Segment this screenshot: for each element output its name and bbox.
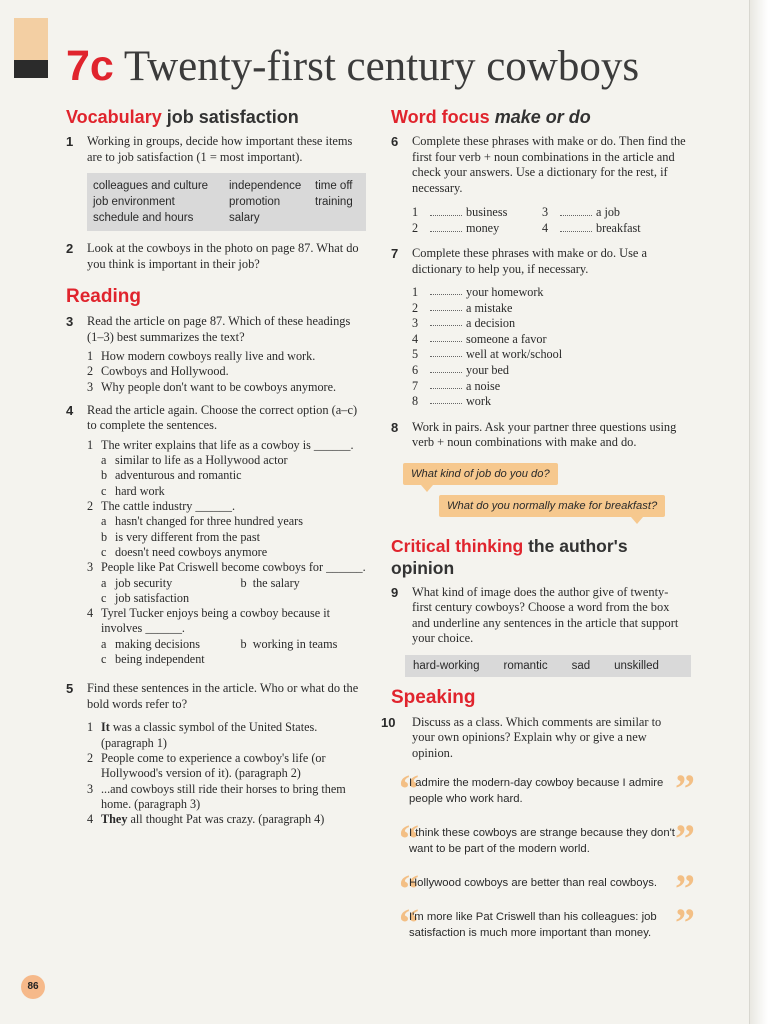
option-text: adventurous and romantic bbox=[115, 468, 242, 483]
item-number: 2 bbox=[412, 300, 419, 315]
speech-bubble: What do you normally make for breakfast? bbox=[439, 495, 665, 517]
page-number: 86 bbox=[21, 975, 45, 999]
exercise-number: 2 bbox=[66, 241, 74, 256]
item-text: a job bbox=[596, 205, 621, 219]
exercise-instruction: Look at the cowboys in the photo on page 87. What do you think is important in their job? bbox=[87, 241, 359, 271]
option bbox=[87, 468, 366, 483]
exercise-instruction: What kind of image does the author give of twenty-first century cowboys? Choose a word from the box and underline any sentences in the article that support your choice. bbox=[412, 584, 679, 646]
item-number: 2 bbox=[87, 499, 94, 514]
unit-color-tab bbox=[14, 18, 48, 60]
item-text: ...and cowboys still ride their horses to bring them home. (paragraph 3) bbox=[101, 781, 346, 811]
option-letter: a bbox=[101, 453, 107, 468]
heading-red-part: Word focus bbox=[391, 107, 490, 127]
option-text: similar to life as a Hollywood actor bbox=[115, 453, 288, 468]
exercise-number: 9 bbox=[391, 584, 399, 600]
option-text: working in teams bbox=[252, 636, 338, 651]
vocabulary-heading bbox=[66, 106, 366, 128]
answer-blank[interactable] bbox=[430, 379, 462, 389]
exercise-number: 1 bbox=[66, 134, 74, 149]
option-letter: b bbox=[101, 529, 108, 544]
opinion-quote bbox=[399, 766, 695, 812]
word-box-item: independence bbox=[229, 180, 302, 192]
word-box-item: time off bbox=[315, 180, 353, 192]
item-number: 4 bbox=[87, 812, 94, 827]
answer-blank[interactable] bbox=[430, 347, 462, 357]
question bbox=[87, 438, 366, 453]
exercise-instruction: Complete these phrases with make or do. Use a dictionary to help you, if necessary. bbox=[412, 246, 648, 276]
option bbox=[101, 575, 241, 591]
right-column bbox=[381, 100, 695, 959]
item-text: was a classic symbol of the United States. (paragraph 1) bbox=[101, 720, 318, 750]
word-focus-heading bbox=[391, 106, 687, 128]
option bbox=[87, 453, 366, 468]
option-text: being independent bbox=[115, 652, 205, 667]
phrase-list bbox=[412, 285, 687, 410]
word-box-item: training bbox=[315, 196, 353, 208]
exercise-6 bbox=[391, 134, 687, 196]
option-text: job satisfaction bbox=[115, 590, 190, 605]
heading-options bbox=[87, 349, 366, 395]
item-text: a noise bbox=[466, 378, 501, 393]
gap-phrase bbox=[560, 220, 660, 236]
option-text: hard work bbox=[115, 483, 165, 498]
item-text: Why people don't want to be cowboys anymore. bbox=[101, 379, 337, 394]
answer-blank[interactable] bbox=[430, 301, 462, 311]
item-number: 1 bbox=[412, 205, 419, 219]
item-number: 1 bbox=[87, 437, 94, 452]
exercise-number: 3 bbox=[66, 314, 74, 329]
option bbox=[87, 530, 366, 545]
exercise-1 bbox=[66, 134, 366, 165]
answer-blank[interactable] bbox=[430, 363, 462, 373]
item-number: 1 bbox=[412, 285, 419, 299]
option-letter: c bbox=[101, 590, 107, 605]
exercise-number: 8 bbox=[391, 419, 399, 435]
option-letter: a bbox=[101, 514, 107, 529]
close-quote-icon: ” bbox=[675, 816, 695, 862]
bold-word: It bbox=[101, 720, 110, 735]
item-text: your homework bbox=[466, 285, 544, 299]
word-box bbox=[87, 173, 366, 231]
list-item bbox=[87, 349, 366, 364]
left-column bbox=[66, 100, 366, 835]
exercise-instruction: Find these sentences in the article. Who or what do the bold words refer to? bbox=[87, 681, 359, 711]
opinion-quote bbox=[399, 900, 695, 946]
item-number: 8 bbox=[412, 394, 419, 409]
exercise-number: 5 bbox=[66, 681, 74, 697]
item-number: 2 bbox=[412, 221, 419, 235]
list-item bbox=[412, 379, 687, 395]
gap-phrase bbox=[560, 204, 660, 220]
option bbox=[87, 545, 366, 560]
option-text: hasn't changed for three hundred years bbox=[115, 514, 303, 529]
list-item bbox=[87, 364, 366, 379]
quote-text: I think these cowboys are strange because they don't want to be part of the modern world. bbox=[409, 827, 675, 856]
option bbox=[87, 484, 366, 499]
gap-phrase bbox=[430, 204, 542, 220]
heading-red-part: Critical thinking bbox=[391, 535, 524, 556]
item-number: 6 bbox=[412, 362, 419, 377]
answer-blank[interactable] bbox=[560, 222, 592, 232]
item-number: 1 bbox=[87, 720, 94, 735]
list-item bbox=[87, 720, 366, 751]
sentence-list bbox=[87, 720, 366, 827]
item-text: someone a favor bbox=[466, 331, 547, 346]
word-box-item: sad bbox=[571, 659, 591, 672]
item-text: work bbox=[466, 394, 492, 409]
item-number: 3 bbox=[87, 379, 94, 394]
item-number: 3 bbox=[412, 316, 419, 331]
open-quote-icon: “ bbox=[399, 900, 419, 946]
question bbox=[87, 499, 366, 514]
option-letter: a bbox=[101, 575, 107, 590]
list-item bbox=[412, 285, 687, 301]
exercise-instruction: Working in groups, decide how important these items are to job satisfaction (1 = most important). bbox=[87, 134, 353, 164]
exercise-instruction: Read the article on page 87. Which of these headings (1–3) best summarizes the text? bbox=[87, 314, 351, 344]
option-row bbox=[87, 576, 366, 591]
unit-dark-tab bbox=[14, 60, 48, 78]
page-title bbox=[66, 40, 639, 93]
item-text: People like Pat Criswell become cowboys for ______. bbox=[101, 560, 366, 575]
option-letter: b bbox=[240, 636, 247, 651]
word-box bbox=[405, 655, 691, 677]
lesson-title: Twenty-first century cowboys bbox=[123, 43, 640, 90]
item-number: 2 bbox=[87, 750, 94, 765]
item-text: your bed bbox=[466, 362, 509, 377]
item-number: 4 bbox=[412, 331, 419, 346]
word-box-item: salary bbox=[229, 212, 260, 224]
list-item bbox=[412, 347, 687, 363]
option bbox=[87, 652, 366, 667]
word-box-item: colleagues and culture bbox=[93, 180, 209, 192]
word-box-item: job environment bbox=[93, 196, 175, 208]
heading-red-part: Vocabulary bbox=[66, 107, 162, 127]
open-quote-icon: “ bbox=[399, 866, 419, 912]
speech-bubble: What kind of job do you do? bbox=[403, 463, 558, 485]
answer-blank[interactable] bbox=[560, 206, 592, 216]
item-number: 7 bbox=[412, 378, 419, 393]
item-number: 4 bbox=[87, 606, 94, 621]
list-item bbox=[87, 782, 366, 813]
answer-blank[interactable] bbox=[430, 332, 462, 342]
exercise-number: 7 bbox=[391, 246, 399, 261]
option bbox=[101, 636, 241, 652]
exercise-7 bbox=[391, 246, 687, 277]
item-number: 3 bbox=[542, 205, 549, 219]
item-number: 4 bbox=[542, 221, 549, 235]
item-text: business bbox=[466, 205, 508, 219]
list-item bbox=[412, 363, 687, 379]
gap-phrase bbox=[430, 220, 542, 236]
opinion-quote bbox=[399, 816, 695, 862]
option-text: the salary bbox=[252, 575, 300, 590]
heading-dark-part: the author's opinion bbox=[391, 535, 628, 578]
heading-dark-part: make or do bbox=[494, 107, 591, 127]
exercise-number: 10 bbox=[381, 714, 396, 730]
option bbox=[241, 576, 367, 591]
item-number: 5 bbox=[412, 347, 419, 362]
question-list bbox=[87, 438, 366, 667]
quote-text: I'm more like Pat Criswell than his colleagues: job satisfaction is much more important than money. bbox=[409, 911, 657, 940]
item-text: How modern cowboys really live and work. bbox=[101, 349, 316, 363]
list-item bbox=[412, 394, 687, 410]
exercise-10 bbox=[381, 714, 687, 762]
open-quote-icon: “ bbox=[399, 766, 419, 812]
list-item bbox=[87, 812, 366, 827]
reading-heading: Reading bbox=[66, 286, 141, 307]
item-text: all thought Pat was crazy. (paragraph 4) bbox=[127, 812, 325, 827]
answer-blank[interactable] bbox=[430, 222, 462, 232]
speech-bubbles bbox=[391, 459, 687, 517]
critical-thinking-heading bbox=[391, 535, 687, 579]
option-letter: c bbox=[101, 483, 107, 498]
word-box-item: promotion bbox=[229, 196, 281, 208]
option bbox=[241, 637, 367, 652]
close-quote-icon: ” bbox=[675, 766, 695, 812]
option-letter: c bbox=[101, 652, 107, 667]
quote-text: Hollywood cowboys are better than real cowboys. bbox=[409, 877, 658, 890]
word-box-item: romantic bbox=[503, 659, 548, 672]
option bbox=[87, 514, 366, 529]
exercise-5 bbox=[66, 681, 366, 827]
item-text: well at work/school bbox=[466, 347, 563, 362]
item-text: Cowboys and Hollywood. bbox=[101, 364, 229, 379]
phrase-grid bbox=[412, 204, 687, 236]
opinion-quote bbox=[399, 866, 695, 912]
list-item bbox=[87, 751, 366, 782]
option-text: is very different from the past bbox=[115, 529, 260, 544]
open-quote-icon: “ bbox=[399, 816, 419, 862]
word-box-item: hard-working bbox=[413, 659, 480, 672]
item-text: breakfast bbox=[596, 221, 641, 235]
item-number: 3 bbox=[87, 560, 94, 575]
question bbox=[87, 560, 366, 575]
speaking-heading: Speaking bbox=[391, 686, 476, 708]
exercise-number: 4 bbox=[66, 402, 74, 418]
item-text: The cattle industry ______. bbox=[101, 499, 236, 514]
exercise-2 bbox=[66, 241, 366, 272]
list-item bbox=[412, 301, 687, 317]
heading-dark-part: job satisfaction bbox=[166, 107, 299, 127]
exercise-instruction: Discuss as a class. Which comments are similar to your own opinions? Explain why or give a new opinion. bbox=[412, 714, 662, 760]
exercise-instruction: Complete these phrases with make or do. Then find the first four verb + noun combinations in the article and check your answers. Use a dictionary for the rest, if necessary. bbox=[412, 134, 686, 195]
item-text: a decision bbox=[466, 316, 516, 331]
answer-blank[interactable] bbox=[430, 285, 462, 295]
option-letter: a bbox=[101, 636, 107, 651]
lesson-number: 7c bbox=[66, 42, 114, 90]
item-text: Tyrel Tucker enjoys being a cowboy because it involves ______. bbox=[101, 606, 330, 636]
bold-word: They bbox=[101, 812, 128, 827]
option-text: doesn't need cowboys anymore bbox=[115, 544, 268, 559]
exercise-4 bbox=[66, 403, 366, 667]
word-box-item: schedule and hours bbox=[93, 212, 194, 224]
exercise-instruction: Read the article again. Choose the correct option (a–c) to complete the sentences. bbox=[87, 402, 358, 433]
option bbox=[87, 591, 366, 606]
exercise-3 bbox=[66, 314, 366, 395]
exercise-8 bbox=[391, 420, 687, 451]
word-box-item: unskilled bbox=[614, 659, 659, 672]
item-number: 3 bbox=[87, 781, 94, 796]
list-item bbox=[412, 332, 687, 348]
item-number: 2 bbox=[87, 364, 94, 379]
option-letter: c bbox=[101, 544, 107, 559]
item-text: a mistake bbox=[466, 300, 513, 315]
close-quote-icon: ” bbox=[675, 866, 695, 912]
exercise-number: 6 bbox=[391, 134, 399, 149]
list-item bbox=[87, 380, 366, 395]
opinion-quotes bbox=[391, 766, 695, 946]
quote-text: I admire the modern-day cowboy because I admire people who work hard. bbox=[409, 777, 664, 806]
item-number: 1 bbox=[87, 349, 94, 363]
close-quote-icon: ” bbox=[675, 900, 695, 946]
answer-blank[interactable] bbox=[430, 394, 462, 404]
option-text: job security bbox=[115, 575, 173, 590]
exercise-9 bbox=[391, 585, 687, 647]
answer-blank[interactable] bbox=[430, 206, 462, 216]
question bbox=[87, 606, 366, 637]
option-text: making decisions bbox=[115, 636, 200, 651]
option-row bbox=[87, 637, 366, 652]
answer-blank[interactable] bbox=[430, 316, 462, 326]
option-letter: b bbox=[101, 468, 108, 483]
item-text: People come to experience a cowboy's life (or Hollywood's version of it). (paragraph 2) bbox=[101, 750, 326, 781]
option-letter: b bbox=[240, 575, 247, 590]
exercise-instruction: Work in pairs. Ask your partner three questions using verb + noun combinations with make and do. bbox=[412, 419, 677, 450]
item-text: The writer explains that life as a cowboy is ______. bbox=[101, 437, 354, 452]
list-item bbox=[412, 316, 687, 332]
item-text: money bbox=[466, 221, 500, 235]
page-edge bbox=[749, 0, 768, 1024]
